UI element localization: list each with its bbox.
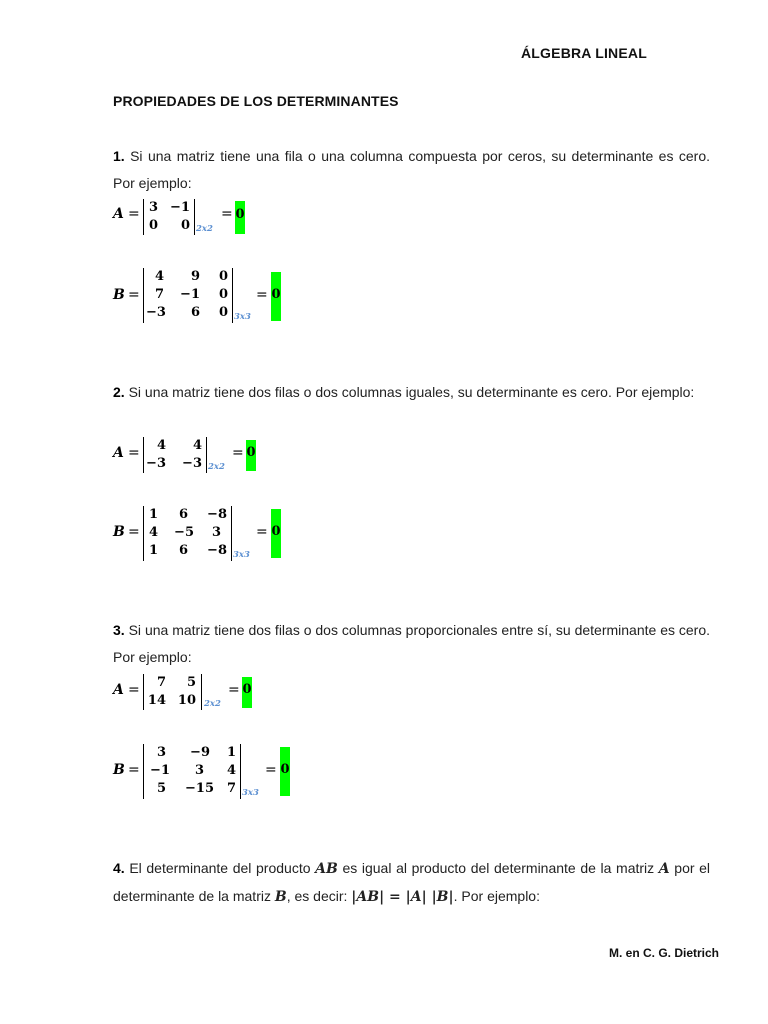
matrix-cell: 10 bbox=[177, 693, 196, 708]
subject-header: ÁLGEBRA LINEAL bbox=[521, 45, 647, 61]
matrix-cell: 3 bbox=[211, 525, 221, 540]
equals-sign: = bbox=[221, 206, 233, 222]
property-description: Si una matriz tiene una fila o una columna compuesta por ceros, su determinante es cero. Por ejemplo: bbox=[113, 148, 710, 191]
matrix-cell: 3 bbox=[194, 763, 204, 778]
matrix-cell: 7 bbox=[156, 675, 166, 690]
matrix-size: 3x3 bbox=[234, 312, 251, 322]
equals-sign: = bbox=[128, 524, 140, 540]
matrix-cell: 4 bbox=[148, 525, 158, 540]
result-value: 0 bbox=[271, 524, 281, 539]
matrix-cell: −3 bbox=[146, 305, 166, 320]
matrix-cell: 5 bbox=[156, 781, 166, 796]
property-description: El determinante del producto bbox=[129, 860, 311, 876]
property-description: por el determinante de la matriz bbox=[113, 860, 711, 904]
matrix-symbol: A bbox=[658, 861, 670, 877]
result-value: 0 bbox=[280, 762, 290, 777]
matrix-label: B bbox=[113, 287, 125, 303]
property-2-text bbox=[113, 379, 710, 406]
result-value: 0 bbox=[235, 207, 245, 222]
matrix-cell: −8 bbox=[207, 507, 227, 522]
property-1-text bbox=[113, 143, 710, 197]
equals-sign: = bbox=[128, 682, 140, 698]
matrix-cell: 0 bbox=[180, 218, 190, 233]
property-4-text bbox=[113, 855, 710, 911]
matrix-cell: −8 bbox=[207, 543, 227, 558]
matrix-label: B bbox=[113, 524, 125, 540]
matrix-cell: −5 bbox=[174, 525, 194, 540]
equals-sign: = bbox=[256, 287, 268, 303]
matrix-cell: 5 bbox=[186, 675, 196, 690]
matrix-cell: 0 bbox=[218, 305, 228, 320]
property-number: 4. bbox=[113, 860, 125, 876]
property-number: 2. bbox=[113, 384, 125, 400]
matrix-cell: −1 bbox=[170, 200, 190, 215]
section-title: PROPIEDADES DE LOS DETERMINANTES bbox=[113, 93, 399, 109]
matrix-cell: −15 bbox=[185, 781, 214, 796]
matrix-cell: 1 bbox=[148, 507, 158, 522]
matrix-cell: −3 bbox=[146, 456, 166, 471]
matrix-symbol: B bbox=[274, 889, 287, 905]
property-description: Si una matriz tiene dos filas o dos columnas iguales, su determinante es cero. Por ejemplo: bbox=[128, 384, 695, 400]
matrix-size: 3x3 bbox=[233, 550, 250, 560]
matrix-cell: 7 bbox=[154, 287, 164, 302]
matrix-cell: 0 bbox=[148, 218, 158, 233]
matrix-cell: 6 bbox=[190, 305, 200, 320]
matrix-cell: −1 bbox=[180, 287, 200, 302]
matrix-cell: 0 bbox=[218, 269, 228, 284]
property-description: Si una matriz tiene dos filas o dos columnas proporcionales entre sí, su determinante es cero. Por ejemplo: bbox=[113, 622, 710, 665]
matrix-cell: 0 bbox=[218, 287, 228, 302]
equals-sign: = bbox=[232, 445, 244, 461]
matrix-size: 2x2 bbox=[196, 224, 213, 234]
property-3-text bbox=[113, 617, 710, 671]
matrix-cell: 6 bbox=[178, 543, 188, 558]
equals-sign: = bbox=[265, 762, 277, 778]
matrix-size: 3x3 bbox=[242, 788, 259, 798]
matrix-cell: 1 bbox=[148, 543, 158, 558]
determinant-formula: |AB| = |A| |B| bbox=[351, 889, 454, 905]
property-description: , es decir: bbox=[286, 888, 348, 904]
equals-sign: = bbox=[128, 762, 140, 778]
matrix-label: A bbox=[113, 206, 124, 222]
matrix-cell: 3 bbox=[148, 200, 158, 215]
matrix-cell: 9 bbox=[190, 269, 200, 284]
matrix-cell: 4 bbox=[156, 438, 166, 453]
matrix-cell: 4 bbox=[226, 763, 236, 778]
matrix-cell: −1 bbox=[150, 763, 170, 778]
matrix-label: B bbox=[113, 762, 125, 778]
matrix-label: A bbox=[113, 445, 124, 461]
matrix-cell: 6 bbox=[178, 507, 188, 522]
matrix-cell: 7 bbox=[226, 781, 236, 796]
matrix-cell: 1 bbox=[226, 745, 236, 760]
property-description: . Por ejemplo: bbox=[453, 888, 540, 904]
matrix-cell: −3 bbox=[182, 456, 202, 471]
equals-sign: = bbox=[128, 445, 140, 461]
matrix-label: A bbox=[113, 682, 124, 698]
property-description: es igual al producto del determinante de la matriz bbox=[342, 860, 655, 876]
matrix-cell: 4 bbox=[192, 438, 202, 453]
property-number: 1. bbox=[113, 148, 125, 164]
result-value: 0 bbox=[271, 287, 281, 302]
matrix-size: 2x2 bbox=[204, 699, 221, 709]
property-number: 3. bbox=[113, 622, 125, 638]
author-footer: M. en C. G. Dietrich bbox=[608, 946, 719, 960]
matrix-cell: 14 bbox=[147, 693, 166, 708]
matrix-cell: 3 bbox=[156, 745, 166, 760]
result-value: 0 bbox=[246, 445, 256, 460]
equals-sign: = bbox=[128, 206, 140, 222]
matrix-cell: −9 bbox=[190, 745, 210, 760]
equals-sign: = bbox=[256, 524, 268, 540]
equals-sign: = bbox=[228, 682, 240, 698]
equals-sign: = bbox=[128, 287, 140, 303]
result-value: 0 bbox=[242, 682, 252, 697]
matrix-cell: 4 bbox=[154, 269, 164, 284]
matrix-size: 2x2 bbox=[208, 462, 225, 472]
product-symbol: AB bbox=[315, 861, 338, 877]
